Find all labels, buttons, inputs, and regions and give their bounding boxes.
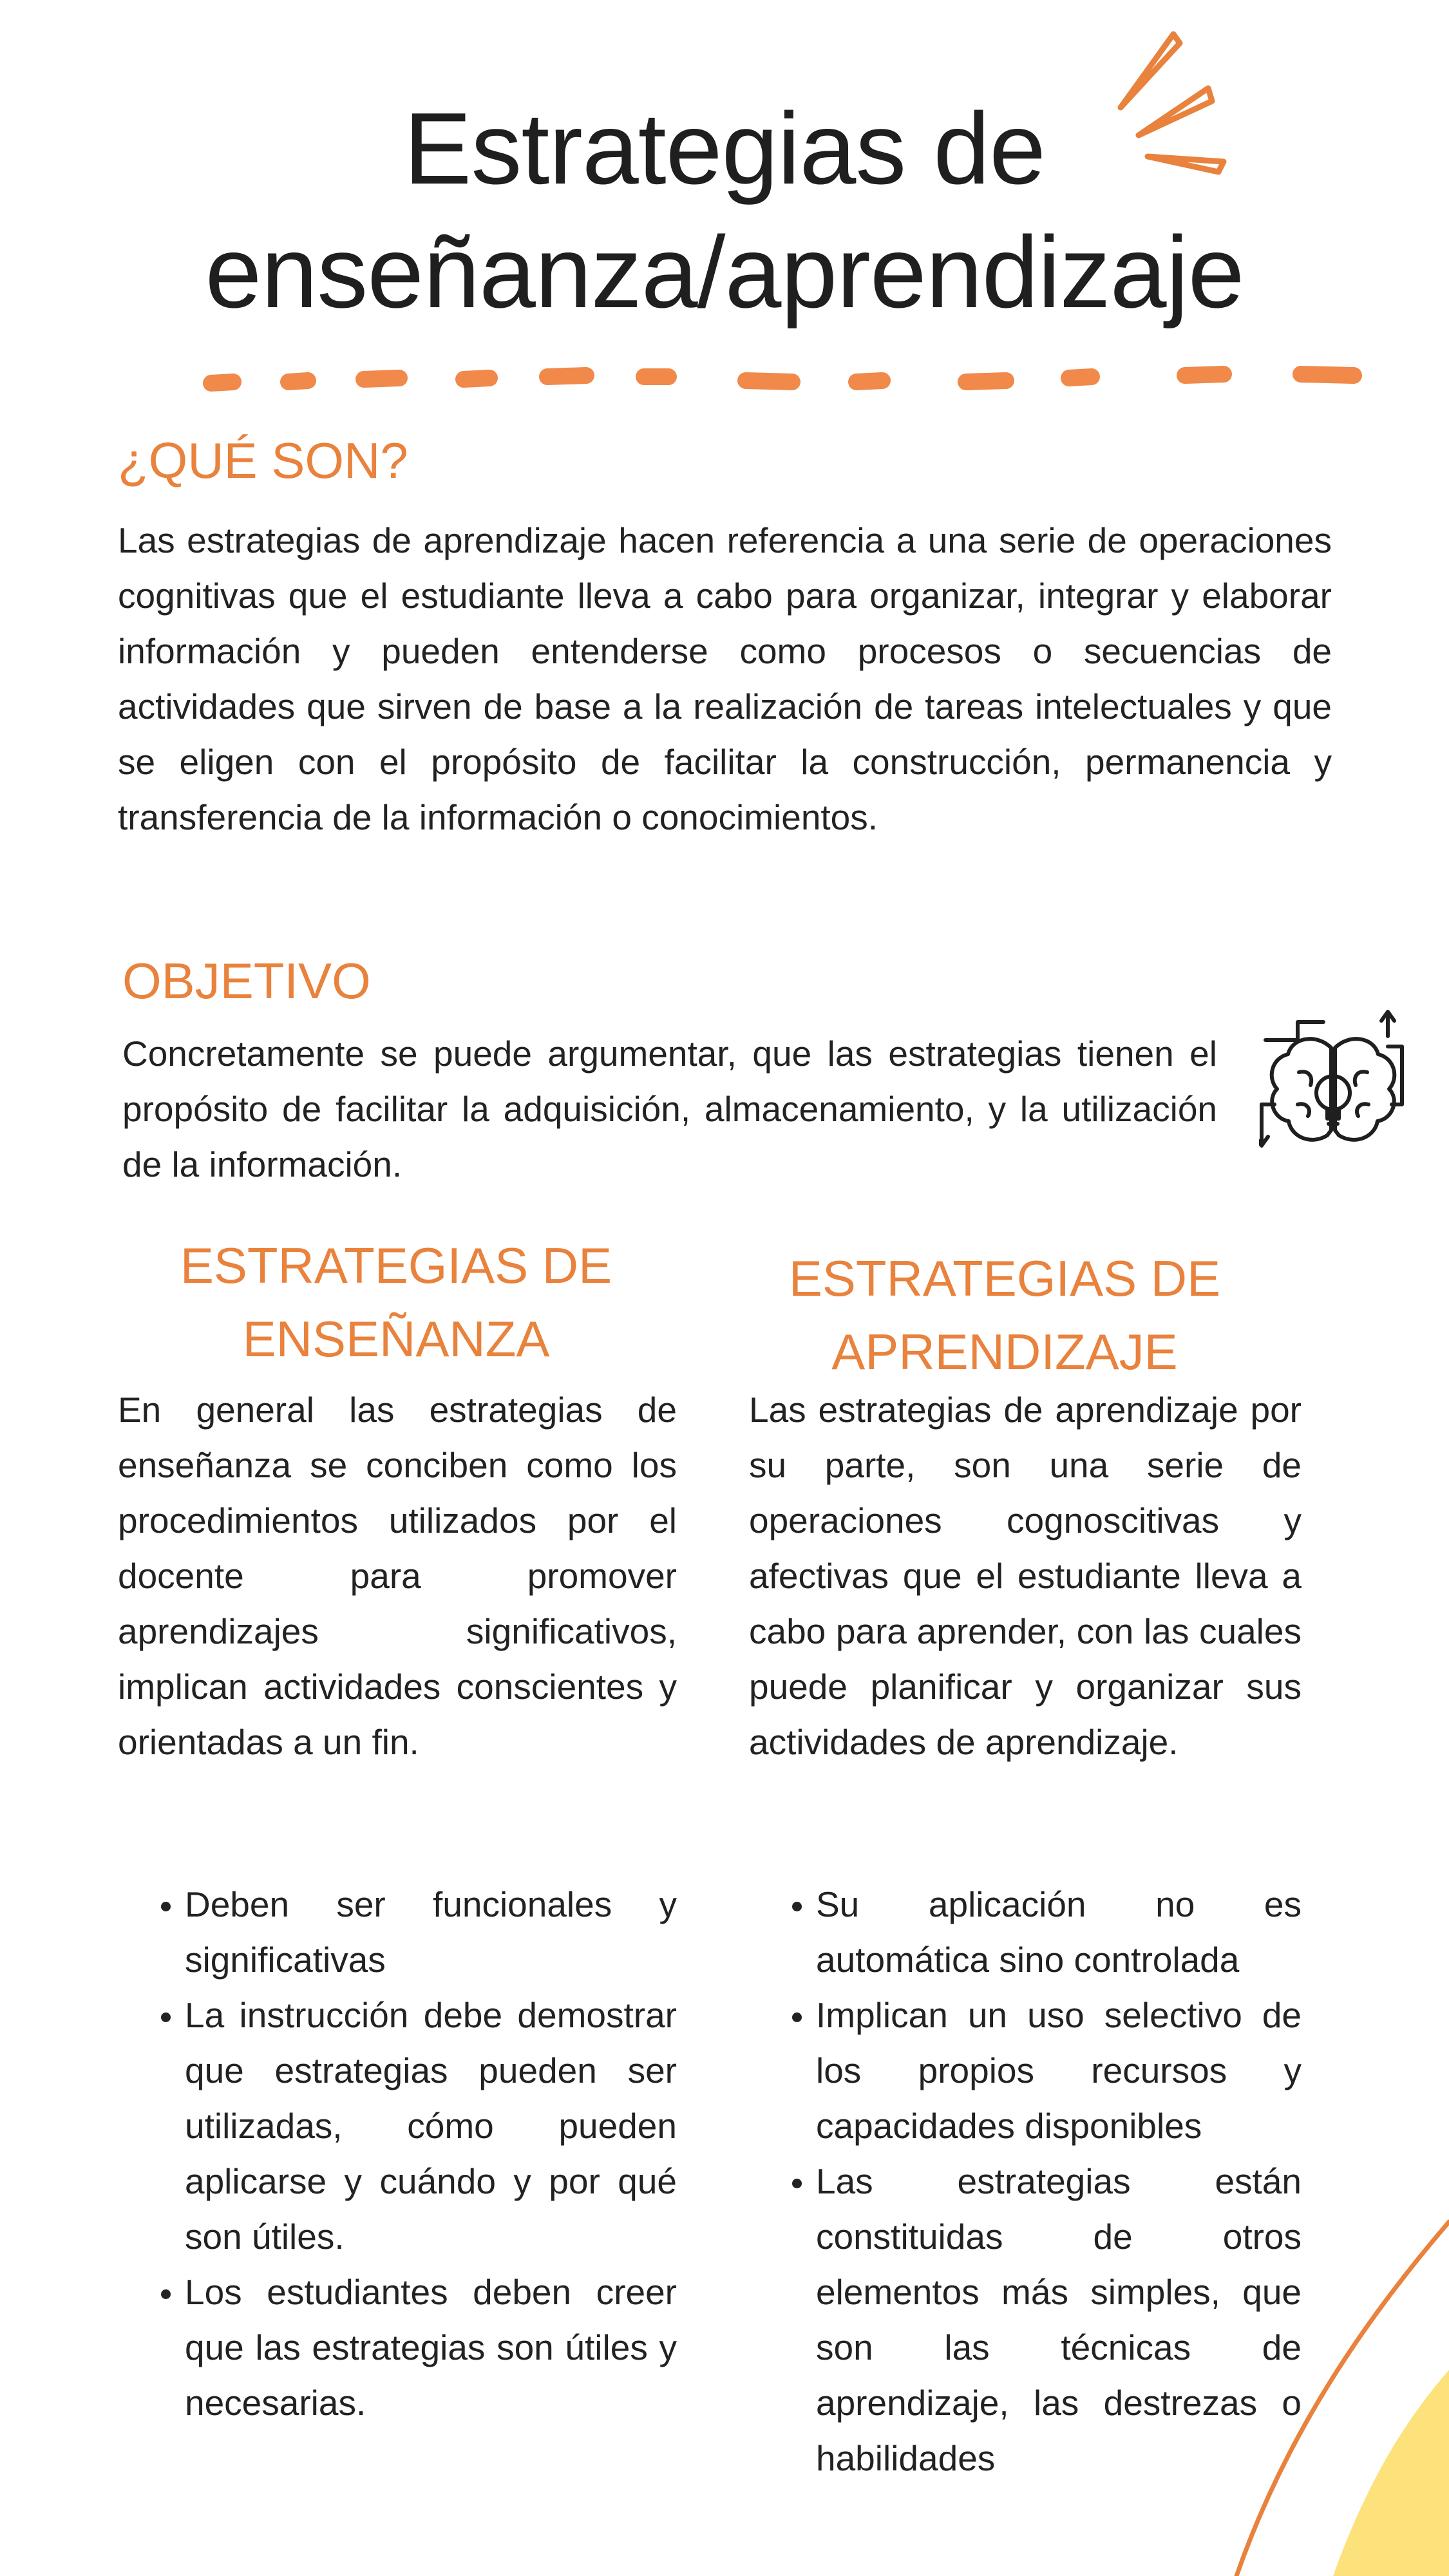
dashed-divider [193,357,1372,396]
aprendizaje-heading [715,1242,1294,1388]
list-item: • Las estrategias están constituidas de otros elementos más simples, que son las técnicas de aprendizaje, las destrezas o habilidades [816,2154,1302,2486]
objetivo-paragraph: Concretamente se puede argumentar, que las estrategias tienen el propósito de facilitar la adquisición, almacenamiento, y la utilización de la información. [122,1034,1217,1184]
list-item: • Implican un uso selectivo de los propios recursos y capacidades disponibles [816,1987,1302,2154]
brain-lightbulb-icon [1259,1008,1407,1169]
ensenanza-paragraph: En general las estrategias de enseñanza se conciben como los procedimientos utilizados por el docente para promover aprendizajes significativos, implican actividades conscientes y orientadas a un fin. [118,1390,677,1762]
ensenanza-heading-line-1: ESTRATEGIAS DE [180,1237,612,1294]
list-item: • Su aplicación no es automática sino controlada [816,1877,1302,1987]
ensenanza-bullet-list [118,1877,677,2430]
title-line-2: enseñanza/aprendizaje [205,216,1244,329]
aprendizaje-paragraph: Las estrategias de aprendizaje por su parte, son una serie de operaciones cognoscitivas y afectivas que el estudiante lleva a cabo para aprender, con las cuales puede planificar y organizar sus actividades de aprendizaje. [749,1390,1302,1762]
que-son-paragraph: Las estrategias de aprendizaje hacen referencia a una serie de operaciones cognitivas que el estudiante lleva a cabo para organizar, integrar y elaborar información y pueden entenderse como procesos o secuencias de actividades que sirven de base a la realización de tareas intelectuales y que se eligen con el propósito de facilitar la construcción, permanencia y transferencia de la información o conocimientos. [118,520,1332,837]
corner-wave-decoration [1159,2209,1449,2576]
aprendizaje-heading-line-2: APRENDIZAJE [831,1323,1178,1380]
list-item: • Deben ser funcionales y significativas [185,1877,677,1987]
que-son-heading: ¿QUÉ SON? [118,432,408,489]
ensenanza-heading-line-2: ENSEÑANZA [242,1311,550,1367]
list-item: • Los estudiantes deben creer que las estrategias son útiles y necesarias. [185,2264,677,2430]
objetivo-heading: OBJETIVO [122,952,371,1009]
ensenanza-heading [106,1229,686,1376]
title-line-1: Estrategias de [403,92,1046,205]
page-title [0,87,1449,334]
aprendizaje-heading-line-1: ESTRATEGIAS DE [788,1250,1221,1307]
list-item: • La instrucción debe demostrar que estrategias pueden ser utilizadas, cómo pueden aplicarse y cuándo y por qué son útiles. [185,1987,677,2264]
